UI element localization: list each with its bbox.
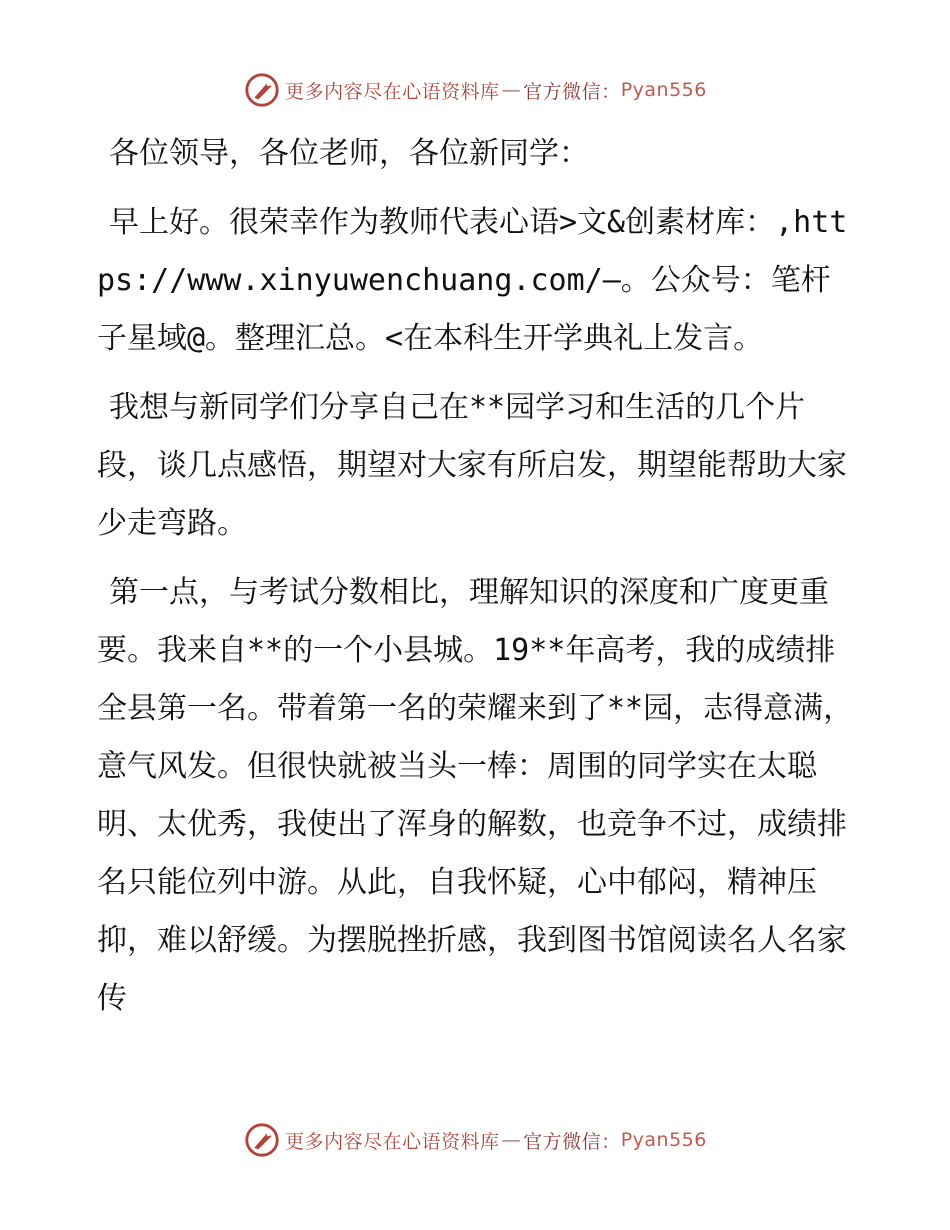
banner-wechat-label: 官方微信： [523,80,621,103]
paragraph-intro: 早上好。很荣幸作为教师代表心语>文&创素材库：,https://www.xinyuwenchuang.com/—。公众号：笔杆子星域@。整理汇总。<在本科生开学典礼上发言。 [97,205,848,356]
banner-brand-text: 更多内容尽在心语资料库 [285,80,500,103]
banner-separator: — [501,79,522,101]
banner-account: Pyan556 [620,79,707,101]
speech-body [97,125,857,1039]
banner-wechat-label: 官方微信： [523,1130,621,1153]
banner-separator: — [501,1129,522,1151]
header-banner [0,70,950,110]
banner-brand-text: 更多内容尽在心语资料库 [285,1130,500,1153]
footer-banner [0,1120,950,1160]
pen-nib-circle-icon [243,1121,281,1159]
pen-nib-circle-icon [243,71,281,109]
paragraph-share: 我想与新同学们分享自己在**园学习和生活的几个片段，谈几点感悟，期望对大家有所启发，期望能帮助大家少走弯路。 [97,390,847,541]
paragraph-greeting: 各位领导，各位老师，各位新同学： [109,136,589,171]
banner-account: Pyan556 [620,1129,707,1151]
paragraph-point-one: 第一点，与考试分数相比，理解知识的深度和广度更重要。我来自**的一个小县城。19**年高考，我的成绩排全县第一名。带着第一名的荣耀来到了**园，志得意满，意气风发。但很快就被当头一棒：周围的同学实在太聪明、太优秀，我使出了浑身的解数，也竞争不过，成绩排名只能位列中游。从此，自我怀疑，心中郁闷，精神压抑，难以舒缓。为摆脱挫折感，我到图书馆阅读名人名家传 [97,575,854,1016]
